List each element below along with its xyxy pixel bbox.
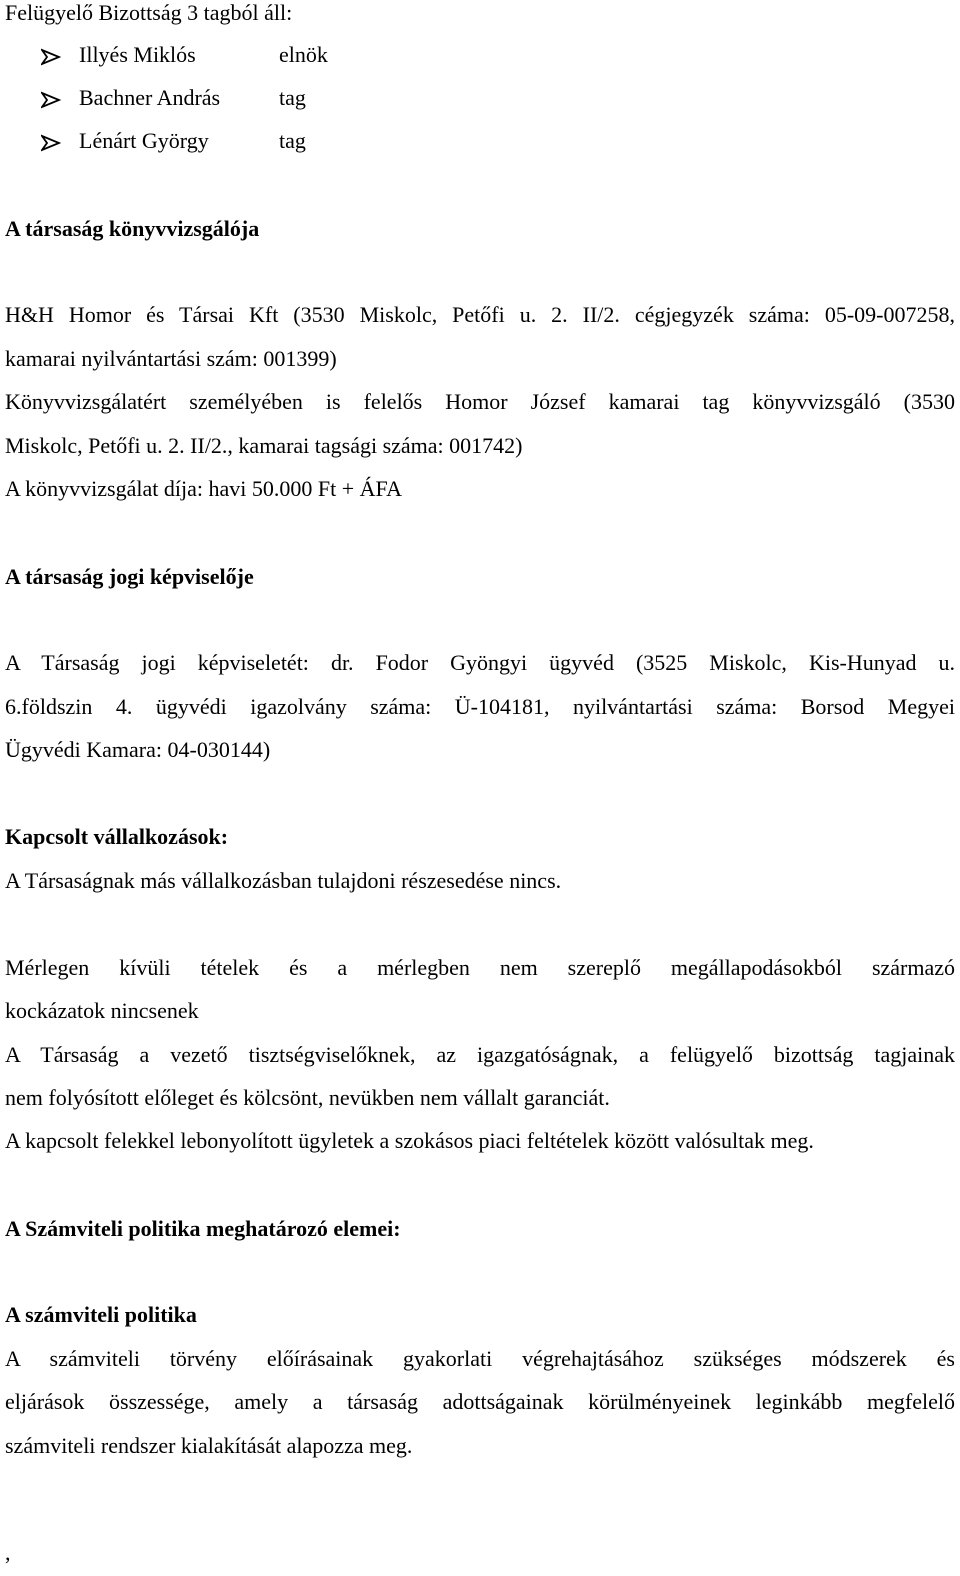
offbalance-line: A Társaság a vezető tisztségviselőknek, az igazgatóságnak, a felügyelő bizottság tagjainak (5, 1042, 955, 1067)
arrow-bullet-icon (41, 91, 79, 109)
accounting-line: számviteli rendszer kialakítását alapozza meg. (5, 1433, 413, 1458)
accounting-subheading: A számviteli politika (5, 1302, 197, 1327)
footer-mark: , (5, 1540, 11, 1565)
member-name: Lénárt György (79, 128, 209, 153)
offbalance-line: Mérlegen kívüli tételek és a mérlegben nem szereplő megállapodásokból származó (5, 955, 955, 980)
accounting-line: A számviteli törvény előírásainak gyakorlati végrehajtásához szükséges módszerek és (5, 1346, 955, 1371)
member-row (41, 42, 328, 68)
member-role: tag (279, 128, 306, 153)
offbalance-line: nem folyósított előleget és kölcsönt, nevükben nem vállalt garanciát. (5, 1085, 610, 1110)
auditor-line: kamarai nyilvántartási szám: 001399) (5, 346, 337, 371)
legal-line: A Társaság jogi képviseletét: dr. Fodor Gyöngyi ügyvéd (3525 Miskolc, Kis-Hunyad u. (5, 650, 955, 675)
member-row (41, 128, 306, 154)
auditor-fee: A könyvvizsgálat díja: havi 50.000 Ft + ÁFA (5, 476, 402, 501)
member-name: Illyés Miklós (79, 42, 196, 67)
arrow-bullet-icon (41, 134, 79, 152)
accounting-line: eljárások összessége, amely a társaság adottságainak körülményeinek leginkább megfelelő (5, 1389, 955, 1414)
auditor-heading: A társaság könyvvizsgálója (5, 216, 260, 241)
offbalance-line: A kapcsolt felekkel lebonyolított ügyletek a szokásos piaci feltételek között valósultak meg. (5, 1128, 814, 1153)
related-heading: Kapcsolt vállalkozások: (5, 824, 229, 849)
auditor-line: H&H Homor és Társai Kft (3530 Miskolc, Petőfi u. 2. II/2. cégjegyzék száma: 05-09-007258, (5, 302, 955, 327)
legal-heading: A társaság jogi képviselője (5, 564, 254, 589)
arrow-bullet-icon (41, 48, 79, 66)
member-row (41, 85, 306, 111)
member-role: tag (279, 85, 306, 110)
accounting-heading: A Számviteli politika meghatározó elemei: (5, 1216, 401, 1241)
legal-line: Ügyvédi Kamara: 04-030144) (5, 737, 271, 762)
member-name: Bachner András (79, 85, 221, 110)
offbalance-line: kockázatok nincsenek (5, 998, 199, 1023)
auditor-line: Miskolc, Petőfi u. 2. II/2., kamarai tagsági száma: 001742) (5, 433, 523, 458)
legal-line: 6.földszin 4. ügyvédi igazolvány száma: Ü-104181, nyilvántartási száma: Borsod Megyei (5, 694, 955, 719)
related-text: A Társaságnak más vállalkozásban tulajdoni részesedése nincs. (5, 868, 562, 893)
supervisory-intro: Felügyelő Bizottság 3 tagból áll: (5, 0, 293, 25)
auditor-line: Könyvvizsgálatért személyében is felelős Homor József kamarai tag könyvvizsgáló (3530 (5, 389, 955, 414)
member-role: elnök (279, 42, 328, 67)
